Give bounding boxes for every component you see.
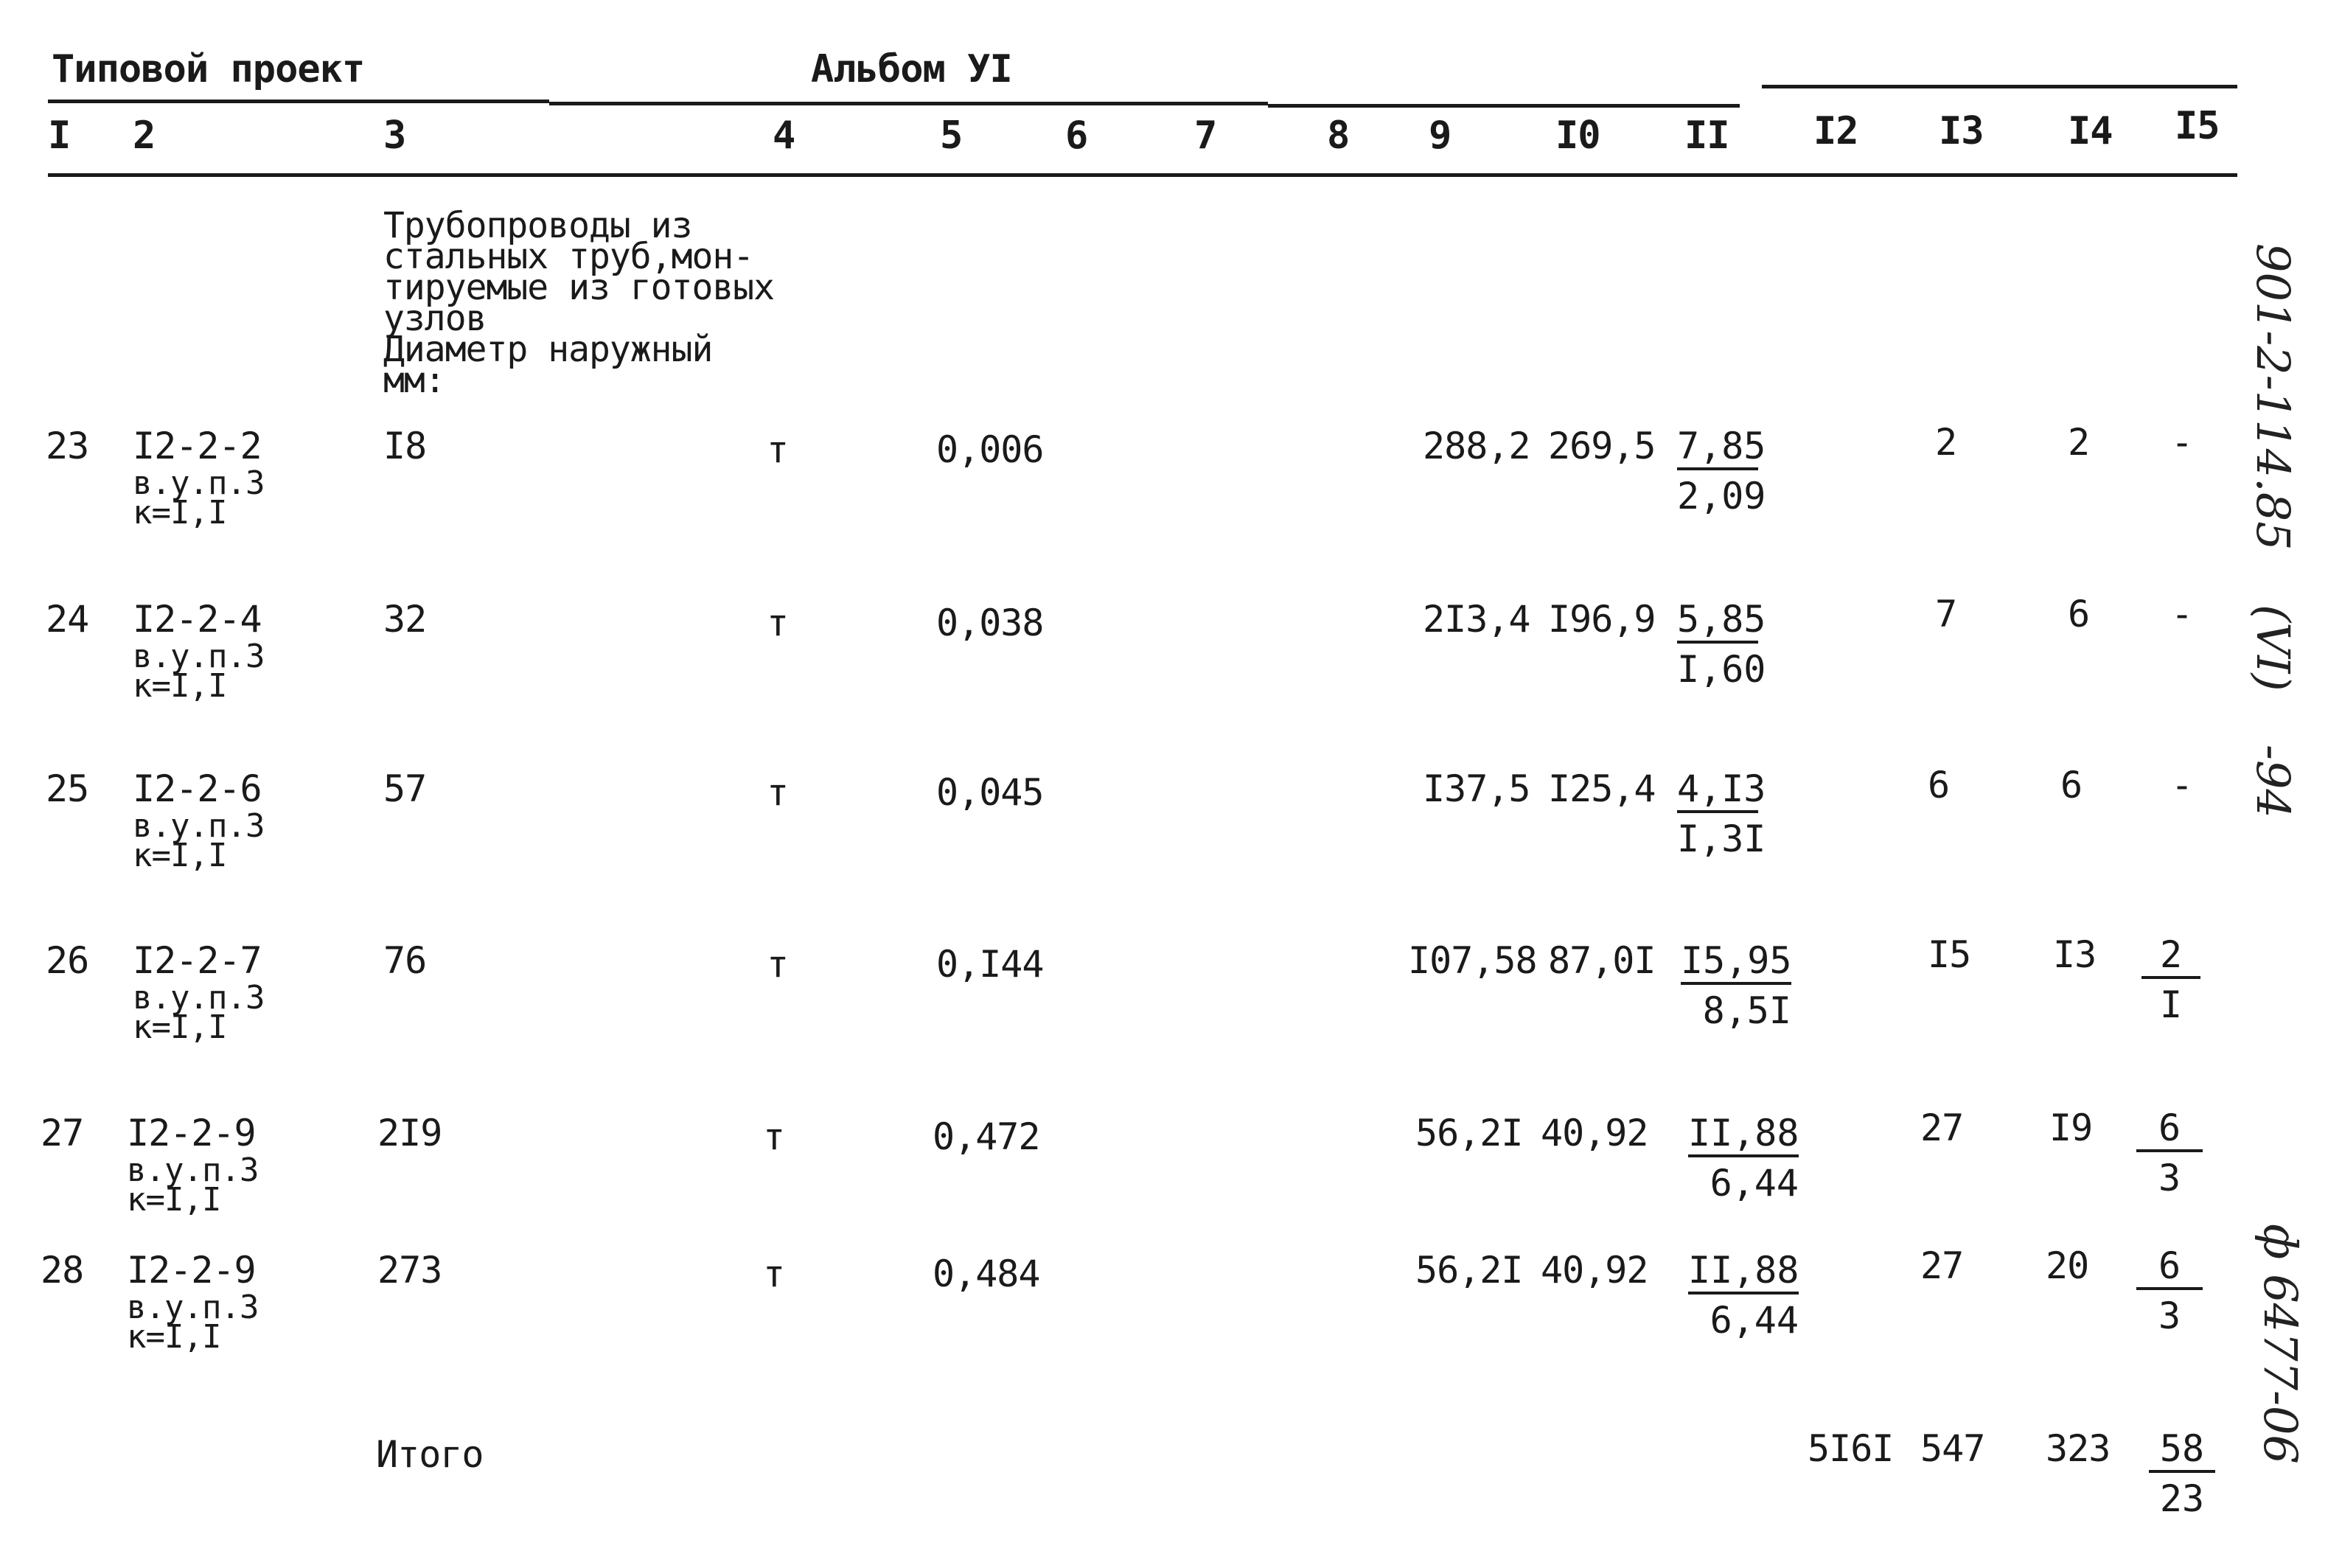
item-sub-2: к=I,I: [127, 1318, 221, 1356]
col11-fraction: [1688, 1249, 1799, 1342]
header-rule-1: [48, 100, 549, 103]
quantity: 0,038: [936, 602, 1044, 644]
row-number: 24: [46, 598, 89, 641]
col11-denominator: 6,44: [1710, 1162, 1799, 1205]
col-10: I0: [1555, 114, 1600, 158]
total-col15-numerator: 58: [2149, 1430, 2215, 1473]
diameter: 32: [383, 598, 427, 641]
diameter: I8: [383, 425, 427, 467]
unit: т: [767, 602, 789, 644]
section-title-line-6: мм:: [383, 360, 445, 401]
item-sub-2: к=I,I: [133, 837, 227, 874]
col15-value: -: [2171, 421, 2193, 464]
col11-numerator: 4,I3: [1677, 770, 1758, 813]
col15-fraction: [2136, 1244, 2203, 1337]
col14-value: 2: [2068, 421, 2090, 464]
col-1: I: [48, 114, 71, 158]
unit: т: [763, 1252, 785, 1295]
unit: т: [767, 771, 789, 814]
col13-value: 27: [1920, 1244, 1964, 1287]
quantity: 0,006: [936, 428, 1044, 471]
col11-denominator: 2,09: [1677, 475, 1766, 518]
item-code: I2-2-7: [133, 939, 262, 982]
col11-fraction: [1677, 598, 1766, 691]
margin-note-project-number: 901-2-114.85: [2246, 243, 2300, 551]
col-4: 4: [773, 114, 795, 158]
item-code: I2-2-2: [133, 425, 262, 467]
diameter: 273: [377, 1249, 442, 1292]
quantity: 0,472: [933, 1115, 1040, 1158]
section-title-line-1: Трубопроводы из: [383, 205, 692, 246]
header-rule-3: [1268, 104, 1740, 108]
col-7: 7: [1194, 114, 1217, 158]
col13-value: 6: [1928, 764, 1950, 806]
item-sub-1: в.у.п.3: [133, 807, 265, 845]
diameter: 76: [383, 939, 427, 982]
col10-value: 40,92: [1541, 1249, 1648, 1292]
col-2: 2: [133, 114, 156, 158]
col-6: 6: [1065, 114, 1088, 158]
item-code: I2-2-9: [127, 1112, 256, 1154]
col11-denominator: I,3I: [1677, 818, 1766, 860]
col11-fraction: [1681, 939, 1792, 1032]
col10-value: 269,5: [1548, 425, 1656, 467]
row-number: 25: [46, 767, 89, 810]
col13-value: I5: [1928, 933, 1971, 976]
col-9: 9: [1429, 114, 1451, 158]
col13-value: 27: [1920, 1107, 1964, 1149]
row-number: 23: [46, 425, 89, 467]
margin-note-number: -94: [2246, 745, 2300, 818]
col14-value: 20: [2046, 1244, 2089, 1287]
col11-denominator: 8,5I: [1702, 989, 1791, 1032]
total-col12: 5I6I: [1808, 1427, 1894, 1470]
col15-fraction: [2136, 1107, 2203, 1199]
col-3: 3: [383, 114, 406, 158]
col10-value: I25,4: [1548, 767, 1656, 810]
col-12: I2: [1813, 109, 1858, 153]
col9-value: I07,58: [1408, 939, 1537, 982]
total-col15-denominator: 23: [2159, 1477, 2205, 1520]
item-sub-1: в.у.п.3: [133, 638, 265, 675]
total-col13: 547: [1920, 1427, 1985, 1470]
col13-value: 2: [1935, 421, 1957, 464]
diameter: 2I9: [377, 1112, 442, 1154]
col-13: I3: [1939, 109, 1984, 153]
unit: т: [763, 1115, 785, 1158]
item-sub-2: к=I,I: [127, 1181, 221, 1219]
quantity: 0,484: [933, 1252, 1040, 1295]
total-col14: 323: [2046, 1427, 2111, 1470]
col15-denominator: 3: [2158, 1157, 2181, 1199]
col-5: 5: [940, 114, 963, 158]
col-8: 8: [1327, 114, 1350, 158]
col11-numerator: 7,85: [1677, 428, 1758, 470]
col10-value: 40,92: [1541, 1112, 1648, 1154]
item-sub-1: в.у.п.3: [127, 1289, 259, 1326]
row-number: 27: [41, 1112, 84, 1154]
item-sub-2: к=I,I: [133, 667, 227, 705]
col14-value: 6: [2060, 764, 2083, 806]
col15-fraction: [2141, 933, 2200, 1026]
col11-numerator: II,88: [1688, 1252, 1799, 1295]
col14-value: I3: [2053, 933, 2097, 976]
item-code: I2-2-9: [127, 1249, 256, 1292]
item-sub-1: в.у.п.3: [133, 464, 265, 502]
row-number: 26: [46, 939, 89, 982]
section-title-line-2: стальных труб,мон-: [383, 236, 754, 277]
col15-numerator: 6: [2136, 1247, 2203, 1290]
margin-note-album: (VI): [2246, 604, 2300, 691]
col11-fraction: [1677, 767, 1766, 860]
margin-note-reference: ф 6477-06: [2254, 1224, 2307, 1464]
col9-value: I37,5: [1423, 767, 1530, 810]
col9-value: 288,2: [1423, 425, 1530, 467]
header-rule-4: [1762, 85, 2237, 88]
col15-numerator: 6: [2136, 1109, 2203, 1152]
col13-value: 7: [1935, 593, 1957, 635]
item-code: I2-2-4: [133, 598, 262, 641]
total-label: Итого: [376, 1433, 484, 1476]
quantity: 0,I44: [936, 943, 1044, 986]
col10-value: I96,9: [1548, 598, 1656, 641]
col15-value: -: [2171, 764, 2193, 806]
total-col15-fraction: [2149, 1427, 2215, 1520]
item-sub-1: в.у.п.3: [133, 979, 265, 1017]
section-title-line-3: тируемые из готовых: [383, 267, 775, 308]
col15-numerator: 2: [2141, 936, 2200, 979]
item-code: I2-2-6: [133, 767, 262, 810]
row-number: 28: [41, 1249, 84, 1292]
col11-numerator: I5,95: [1681, 942, 1791, 985]
section-title-line-4: узлов: [383, 298, 487, 339]
project-label: Типовой проект: [52, 47, 365, 91]
col15-value: -: [2171, 593, 2193, 635]
col11-denominator: I,60: [1677, 648, 1766, 691]
col9-value: 56,2I: [1415, 1249, 1523, 1292]
col9-value: 2I3,4: [1423, 598, 1530, 641]
quantity: 0,045: [936, 771, 1044, 814]
item-sub-1: в.у.п.3: [127, 1151, 259, 1189]
col11-fraction: [1688, 1112, 1799, 1205]
col11-numerator: II,88: [1688, 1115, 1799, 1157]
col-11: II: [1684, 114, 1729, 158]
unit: т: [767, 428, 789, 471]
col9-value: 56,2I: [1415, 1112, 1523, 1154]
col14-value: 6: [2068, 593, 2090, 635]
col-14: I4: [2068, 109, 2113, 153]
col-15: I5: [2175, 104, 2220, 148]
col15-denominator: 3: [2158, 1295, 2181, 1337]
header-rule-2: [549, 102, 1268, 105]
col11-fraction: [1677, 425, 1766, 518]
col11-denominator: 6,44: [1710, 1299, 1799, 1342]
diameter: 57: [383, 767, 427, 810]
col15-denominator: I: [2159, 983, 2183, 1026]
column-header-rule: [48, 173, 2237, 177]
col11-numerator: 5,85: [1677, 601, 1758, 644]
item-sub-2: к=I,I: [133, 494, 227, 532]
section-title-line-5: Диаметр наружный: [383, 329, 713, 370]
col14-value: I9: [2049, 1107, 2093, 1149]
album-label: Альбом УI: [811, 47, 1012, 91]
unit: т: [767, 943, 789, 986]
item-sub-2: к=I,I: [133, 1008, 227, 1046]
col10-value: 87,0I: [1548, 939, 1656, 982]
